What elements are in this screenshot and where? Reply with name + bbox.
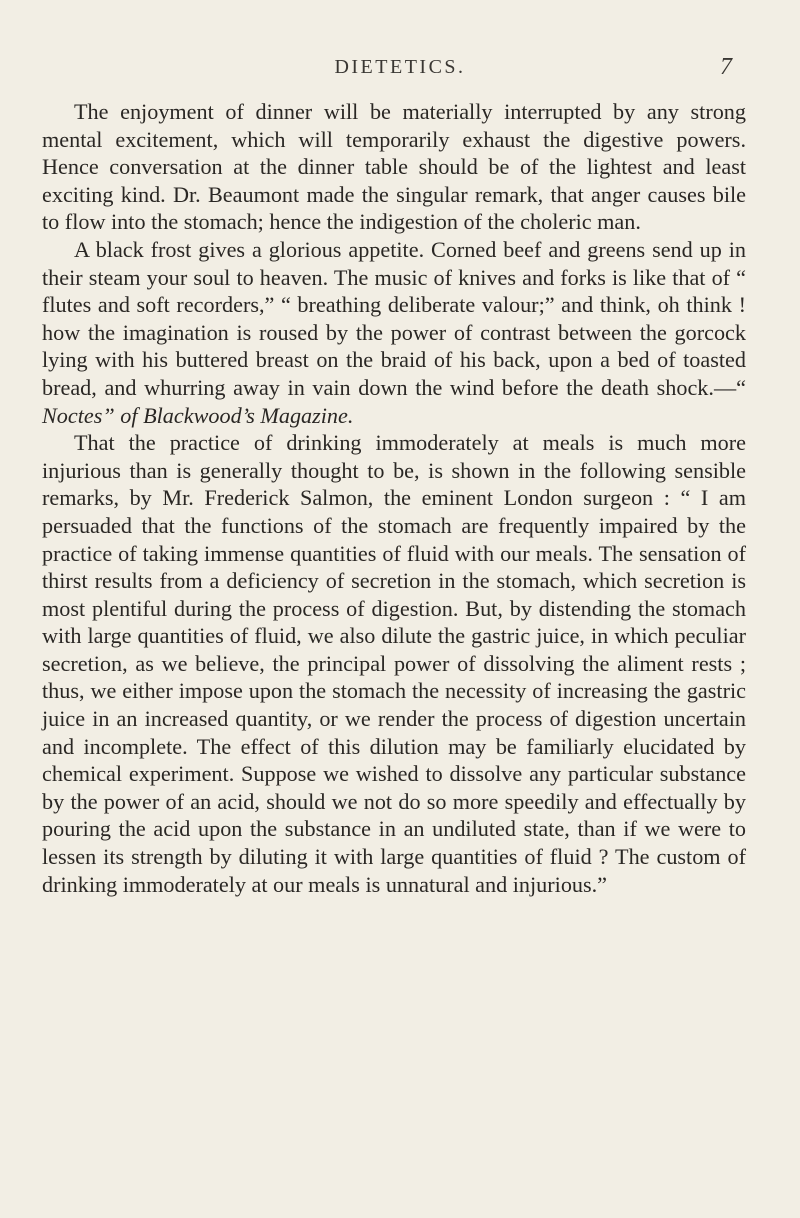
page-number: 7 — [720, 54, 732, 80]
paragraph-text: The enjoyment of dinner will be materially interrupted by any strong mental excitement, which will temporarily exhaust the digestive powers. Hence conversation at the dinner table should be of the lightest and least exciting kind. Dr. Beaumont made the singular remark, that anger causes bile to flow into the stomach; hence the indigestion of the choleric man. — [42, 99, 746, 235]
paragraph-drinking-at-meals — [42, 429, 746, 898]
paragraph-black-frost — [42, 236, 746, 429]
paragraph-dinner-excitement — [42, 98, 746, 236]
paragraph-text: A black frost gives a glorious appetite. Corned beef and greens send up in their steam your soul to heaven. The music of knives and forks is like that of “ flutes and soft recorders,” “ breathing deliberate valour;” and think, oh think ! how the imagination is roused by the power of contrast between the gorcock lying with his buttered breast on the braid of his back, upon a bed of toasted bread, and whurring away in vain down the wind before the death shock.—“ — [42, 236, 746, 400]
source-citation: Noctes” of Blackwood’s Magazine. — [42, 402, 354, 428]
paragraph-text: That the practice of drinking immoderately at meals is much more injurious than is generally thought to be, is shown in the following sensible remarks, by Mr. Frederick Salmon, the eminent London surgeon : “ I am persuaded that the functions of the stomach are frequently impaired by the practice of taking immense quantities of fluid with our meals. The sensation of thirst results from a deficiency of secretion in the stomach, which secretion is most plentiful during the process of digestion. But, by distending the stomach with large quantities of fluid, we also dilute the gastric juice, in which peculiar secretion, as we believe, the principal power of dissolving the aliment rests ; thus, we either impose upon the stomach the necessity of increasing the gastric juice in an increased quantity, or we render the process of digestion uncertain and incomplete. The effect of this dilution may be familiarly elucidated by chemical experiment. Suppose we wished to dissolve any particular substance by the power of an acid, should we not do so more speedily and effectually by pouring the acid upon the substance in an undiluted state, than if we were to lessen its strength by diluting it with large quantities of fluid ? The custom of drinking immoderately at our meals is unnatural and injurious.” — [42, 430, 746, 897]
body-text — [42, 98, 746, 898]
running-title: DIETETICS. — [334, 56, 466, 78]
running-head — [60, 56, 740, 88]
